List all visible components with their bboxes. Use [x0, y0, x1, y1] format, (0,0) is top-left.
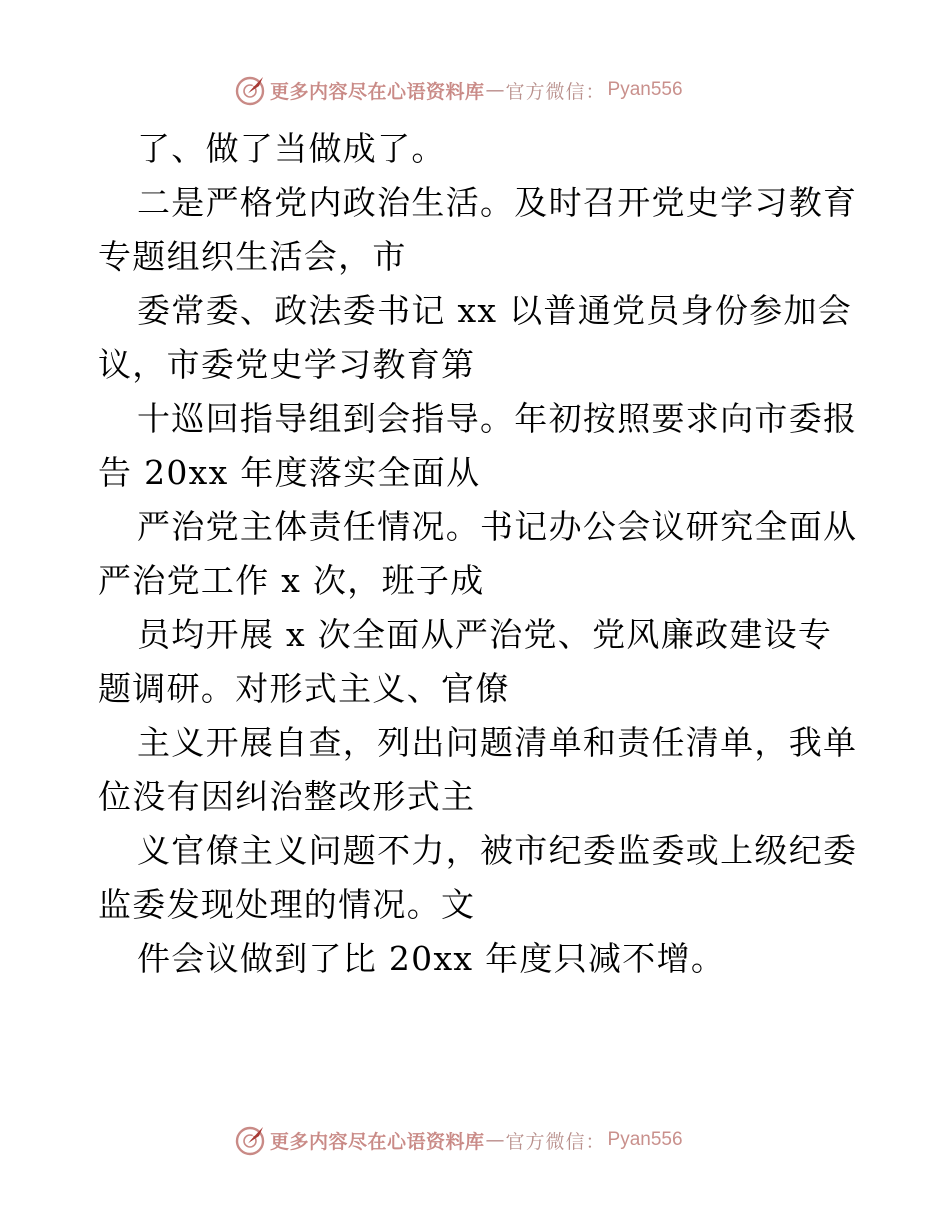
paragraph-line: 义官僚主义问题不力，被市纪委监委或上级纪委 [137, 831, 858, 870]
watermark-wechat-label: 官方微信： [505, 1130, 606, 1153]
paragraph-line: 专题组织生活会，市 [98, 237, 407, 276]
watermark-wechat-label: 官方微信： [505, 80, 606, 103]
paragraph-line: 了、做了当做成了。 [137, 129, 446, 168]
paragraph-line: 主义开展自查，列出问题清单和责任清单，我单 [137, 723, 858, 762]
header-watermark [234, 73, 794, 107]
paragraph-line: 委常委、政法委书记 xx 以普通党员身份参加会 [137, 291, 853, 330]
paragraph-line: 位没有因纠治整改形式主 [98, 777, 476, 816]
paragraph-line: 题调研。对形式主义、官僚 [98, 669, 510, 708]
paragraph-line: 告 20xx 年度落实全面从 [98, 453, 481, 492]
paragraph-line: 议，市委党史学习教育第 [98, 345, 476, 384]
watermark-wechat-id: Pyan556 [607, 79, 683, 100]
footer-watermark [234, 1123, 794, 1157]
watermark-dash: — [485, 1129, 505, 1151]
watermark-main-text: 更多内容尽在心语资料库 [270, 1130, 485, 1153]
paragraph-line: 监委发现处理的情况。文 [98, 885, 476, 924]
feather-quill-icon [234, 74, 266, 106]
watermark-main-text: 更多内容尽在心语资料库 [270, 80, 485, 103]
body-text [98, 122, 858, 986]
paragraph-line: 二是严格党内政治生活。及时召开党史学习教育 [137, 183, 858, 222]
feather-quill-icon [234, 1124, 266, 1156]
paragraph-line: 严治党主体责任情况。书记办公会议研究全面从 [137, 507, 858, 546]
paragraph-line: 严治党工作 x 次，班子成 [98, 561, 485, 600]
paragraph-line: 十巡回指导组到会指导。年初按照要求向市委报 [137, 399, 858, 438]
paragraph-line: 员均开展 x 次全面从严治党、党风廉政建设专 [137, 615, 833, 654]
watermark-wechat-id: Pyan556 [607, 1129, 683, 1150]
paragraph-line: 件会议做到了比 20xx 年度只减不增。 [137, 939, 726, 978]
watermark-dash: — [485, 79, 505, 101]
